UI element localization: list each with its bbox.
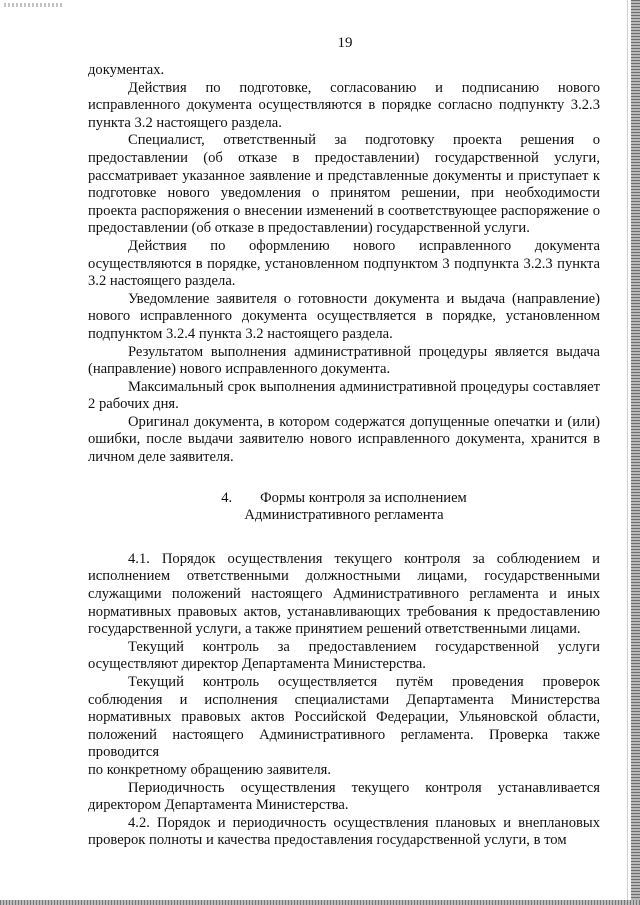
paragraph: Специалист, ответственный за подготовку проекта решения о предоставлении (об отказе в предоставлении) государственной услуги, рассматривает указанное заявление и представленные документы и приступает к подготовке нового уведомления о принятом решении, при необходимости проекта распоряжения о внесении изменений в соответствующее распоряжение о предоставлении (об отказе в предоставлении) государственной услуги. <box>88 132 600 237</box>
paragraph-truncated: 4.2. Порядок и периодичность осуществления плановых и внеплановых проверок полноты и качества предоставления государственной услуги, в том <box>88 814 600 849</box>
paragraph: Текущий контроль осуществляется путём проведения проверок соблюдения и исполнения специалистами Департамента Министерства нормативных правовых актов Российской Федерации, Ульяновской области, положений настоящего Административного регламента. Проверка также проводится <box>88 674 600 761</box>
scan-header-mark <box>4 3 64 7</box>
paragraph: Действия по подготовке, согласованию и подписанию нового исправленного документа осуществляются в порядке согласно подпункту 3.2.3 пункта 3.2 настоящего раздела. <box>88 79 600 131</box>
paragraph: Максимальный срок выполнения административной процедуры составляет 2 рабочих дня. <box>88 378 600 413</box>
scan-edge-line <box>627 0 628 905</box>
paragraph: Уведомление заявителя о готовности документа и выдача (направление) нового исправленного документа осуществляется в порядке, установленном подпунктом 3.2.4 пункта 3.2 настоящего раздела. <box>88 290 600 342</box>
paragraph: Действия по оформлению нового исправленного документа осуществляются в порядке, установленном подпунктом 3 подпункта 3.2.3 пункта 3.2 настоящего раздела. <box>88 237 600 290</box>
paragraph: 4.1. Порядок осуществления текущего контроля за соблюдением и исполнением ответственными должностными лицами, государственными служащими положений настоящего Административного регламента и иных нормативных правовых актов, устанавливающих требования к предоставлению государственной услуги, а также принятием решений ответственными лицами. <box>88 550 600 638</box>
section-number: 4. <box>221 489 233 506</box>
page-number: 19 <box>337 35 353 51</box>
scan-bottom-edge <box>0 900 640 905</box>
scan-right-edge <box>631 0 640 905</box>
section-title-line2: Административного регламента <box>244 507 444 524</box>
paragraph: Оригинал документа, в котором содержатся допущенные опечатки и (или) ошибки, после выдачи заявителю нового исправленного документа, хранится в личном деле заявителя. <box>88 413 600 466</box>
paragraph: Текущий контроль за предоставлением государственной услуги осуществляют директор Департамента Министерства. <box>88 638 600 673</box>
section-heading-line1 <box>88 490 600 508</box>
section-heading <box>88 490 600 525</box>
paragraph: Периодичность осуществления текущего контроля устанавливается директором Департамента Министерства. <box>88 779 600 814</box>
section-title-line1: Формы контроля за исполнением <box>260 489 467 506</box>
paragraph: по конкретному обращению заявителя. <box>88 761 331 778</box>
document-body <box>88 62 600 850</box>
paragraph-continuation: документах. <box>88 62 165 78</box>
paragraph: Результатом выполнения административной процедуры является выдача (направление) нового исправленного документа. <box>88 343 600 378</box>
